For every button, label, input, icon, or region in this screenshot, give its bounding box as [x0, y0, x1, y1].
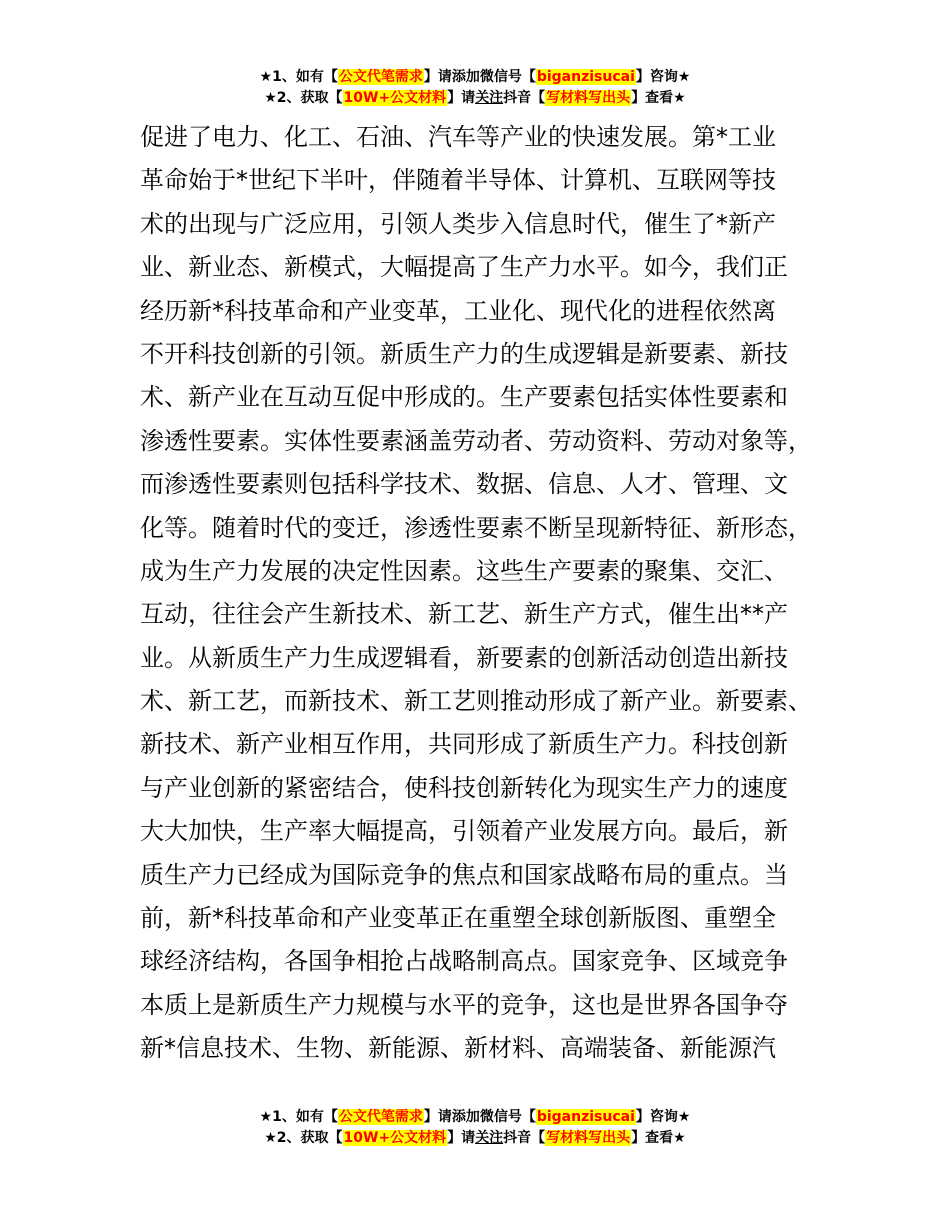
body-line: 化等。随着时代的变迁，渗透性要素不断呈现新特征、新形态， [140, 513, 812, 542]
banner-text: 】请 [447, 90, 476, 106]
banner-underlined: 关注 [475, 1130, 504, 1146]
body-line: 新技术、新产业相互作用，共同形成了新质生产力。科技创新 [140, 730, 788, 759]
banner-highlight: 10W+公文材料 [343, 1130, 447, 1146]
banner-highlight: 公文代笔需求 [338, 69, 423, 85]
body-line: 渗透性要素。实体性要素涵盖劳动者、劳动资料、劳动对象等， [140, 426, 812, 455]
banner-text: 】咨询★ [635, 69, 691, 85]
body-line: 新*信息技术、生物、新能源、新材料、高端装备、新能源汽 [140, 1034, 776, 1063]
body-line: 术、新工艺，而新技术、新工艺则推动形成了新产业。新要素、 [140, 687, 812, 716]
banner-text: ★1、如有【 [259, 69, 338, 85]
body-line: 互动，往往会产生新技术、新工艺、新生产方式，催生出**产 [140, 600, 788, 629]
body-line: 质生产力已经成为国际竞争的焦点和国家战略布局的重点。当 [140, 860, 788, 889]
document-body [140, 116, 840, 1071]
banner-text: ★1、如有【 [259, 1109, 338, 1125]
banner-highlight: 10W+公文材料 [343, 90, 447, 106]
banner-highlight: biganzisucai [536, 69, 635, 85]
body-line: 术的出现与广泛应用，引领人类步入信息时代，催生了*新产 [140, 209, 776, 238]
banner-highlight: 写材料写出头 [546, 1130, 631, 1146]
body-line: 本质上是新质生产力规模与水平的竞争，这也是世界各国争夺 [140, 990, 788, 1019]
body-line: 球经济结构，各国争相抢占战略制高点。国家竞争、区域竞争 [140, 947, 788, 976]
banner-text: 】查看★ [631, 1130, 686, 1146]
body-line: 与产业创新的紧密结合，使科技创新转化为现实生产力的速度 [140, 773, 788, 802]
banner-text: ★2、获取【 [264, 90, 343, 106]
footer-banner [0, 1107, 950, 1149]
banner-underlined: 关注 [475, 90, 504, 106]
banner-highlight: 写材料写出头 [546, 90, 631, 106]
body-line: 成为生产力发展的决定性因素。这些生产要素的聚集、交汇、 [140, 556, 788, 585]
banner-line-2 [0, 1128, 950, 1149]
banner-text: 抖音【 [503, 90, 546, 106]
banner-text: 抖音【 [503, 1130, 546, 1146]
body-line: 前，新*科技革命和产业变革正在重塑全球创新版图、重塑全 [140, 904, 776, 933]
banner-text: 】请添加微信号【 [423, 69, 536, 85]
body-line: 大大加快，生产率大幅提高，引领着产业发展方向。最后，新 [140, 817, 788, 846]
banner-text: 】请添加微信号【 [423, 1109, 536, 1125]
banner-line-1 [0, 67, 950, 88]
body-line: 术、新产业在互动互促中形成的。生产要素包括实体性要素和 [140, 383, 788, 412]
body-line: 业。从新质生产力生成逻辑看，新要素的创新活动创造出新技 [140, 643, 788, 672]
banner-text: 】请 [447, 1130, 476, 1146]
body-line: 经历新*科技革命和产业变革，工业化、现代化的进程依然离 [140, 296, 776, 325]
body-line: 不开科技创新的引领。新质生产力的生成逻辑是新要素、新技 [140, 339, 788, 368]
banner-line-2 [0, 88, 950, 109]
banner-highlight: biganzisucai [536, 1109, 635, 1125]
body-line: 业、新业态、新模式，大幅提高了生产力水平。如今，我们正 [140, 253, 788, 282]
banner-text: ★2、获取【 [264, 1130, 343, 1146]
header-banner [0, 67, 950, 109]
banner-text: 】咨询★ [635, 1109, 691, 1125]
banner-line-1 [0, 1107, 950, 1128]
body-line: 促进了电力、化工、石油、汽车等产业的快速发展。第*工业 [140, 123, 776, 151]
body-line: 而渗透性要素则包括科学技术、数据、信息、人才、管理、文 [140, 470, 788, 499]
banner-text: 】查看★ [631, 90, 686, 106]
body-line: 革命始于*世纪下半叶，伴随着半导体、计算机、互联网等技 [140, 166, 776, 195]
banner-highlight: 公文代笔需求 [338, 1109, 423, 1125]
